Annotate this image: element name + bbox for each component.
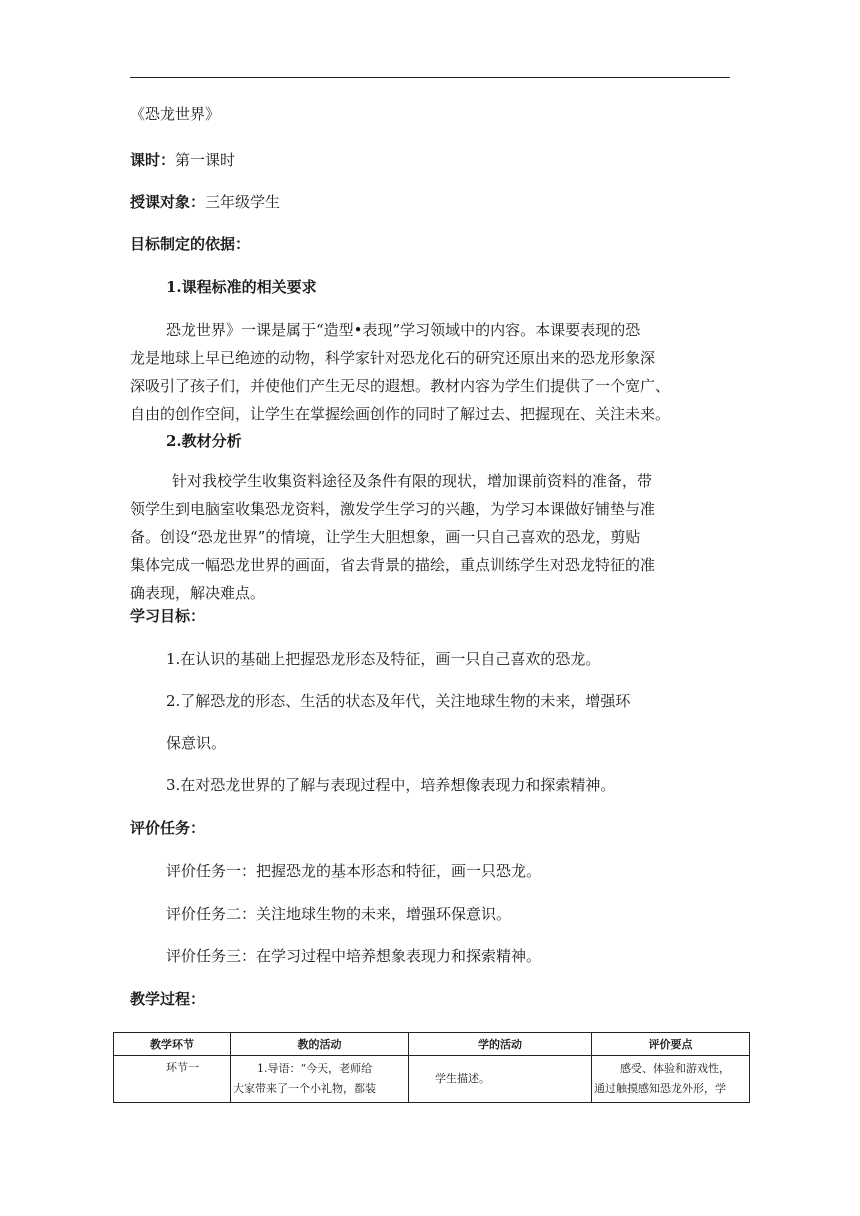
task-2: 评价任务二：关注地球生物的未来，增强环保意识。 <box>166 905 512 923</box>
table-header-row <box>114 1033 750 1056</box>
teach-line: 1.导语：“今天，老师给 <box>257 1062 373 1075</box>
goals-heading: 学习目标： <box>130 607 206 625</box>
paragraph-line: 集体完成一幅恐龙世界的画面，省去背景的描绘，重点训练学生对恐龙特征的准 <box>130 556 656 574</box>
tasks-heading: 评价任务： <box>130 819 206 837</box>
doc-title: 《恐龙世界》 <box>130 105 221 123</box>
basis-sub2-paragraph <box>130 467 730 607</box>
goal-1: 1.在认识的基础上把握恐龙形态及特征，画一只自己喜欢的恐龙。 <box>166 650 601 668</box>
audience-line <box>130 192 280 212</box>
period-value: 第一课时 <box>175 151 236 169</box>
teach-cell <box>231 1056 409 1103</box>
paragraph-line: 深吸引了孩子们，并使他们产生无尽的遐想。教材内容为学生们提供了一个宽广、 <box>130 377 671 395</box>
goal-2-continued: 保意识。 <box>166 734 227 752</box>
column-header: 教学环节 <box>114 1033 231 1056</box>
column-header: 学的活动 <box>409 1033 592 1056</box>
task-1: 评价任务一：把握恐龙的基本形态和特征，画一只恐龙。 <box>166 862 542 880</box>
paragraph-line: 恐龙世界》一课是属于“造型•表现”学习领域中的内容。本课要表现的恐 <box>166 321 641 339</box>
eval-line: 通过触摸感知恐龙外形，学 <box>594 1082 726 1095</box>
table-row <box>114 1056 750 1103</box>
eval-line: 感受、体验和游戏性， <box>620 1062 730 1075</box>
teach-line: 大家带来了一个小礼物，都装 <box>233 1082 376 1095</box>
basis-heading: 目标制定的依据： <box>130 235 251 253</box>
task-3: 评价任务三：在学习过程中培养想象表现力和探索精神。 <box>166 947 542 965</box>
process-heading: 教学过程： <box>130 990 206 1008</box>
stage-cell: 环节一 <box>114 1056 231 1103</box>
goal-3: 3.在对恐龙世界的了解与表现过程中，培养想像表现力和探索精神。 <box>166 776 616 794</box>
eval-cell <box>592 1056 750 1103</box>
basis-sub1-heading: 1.课程标准的相关要求 <box>166 278 317 296</box>
learn-cell: 学生描述。 <box>409 1056 592 1103</box>
basis-sub1-paragraph <box>130 316 730 428</box>
paragraph-line: 龙是地球上早已绝迹的动物，科学家针对恐龙化石的研究还原出来的恐龙形象深 <box>130 349 656 367</box>
header-rule <box>130 77 730 78</box>
column-header: 教的活动 <box>231 1033 409 1056</box>
audience-value: 三年级学生 <box>205 193 281 211</box>
column-header: 评价要点 <box>592 1033 750 1056</box>
paragraph-line: 确表现，解决难点。 <box>130 584 266 602</box>
goal-2: 2.了解恐龙的形态、生活的状态及年代，关注地球生物的未来，增强环 <box>166 692 631 710</box>
paragraph-line: 备。创设“恐龙世界”的情境，让学生大胆想象，画一只自己喜欢的恐龙，剪贴 <box>130 528 641 546</box>
paragraph-line: 针对我校学生收集资料途径及条件有限的现状，增加课前资料的准备，带 <box>172 472 653 490</box>
basis-sub2-heading: 2.教材分析 <box>166 432 242 450</box>
period-line <box>130 150 235 170</box>
audience-label: 授课对象： <box>130 193 206 211</box>
paragraph-line: 领学生到电脑室收集恐龙资料，激发学生学习的兴趣，为学习本课做好铺垫与准 <box>130 500 656 518</box>
period-label: 课时： <box>130 151 176 169</box>
paragraph-line: 自由的创作空间，让学生在掌握绘画创作的同时了解过去、把握现在、关注未来。 <box>130 405 671 423</box>
process-table <box>113 1032 750 1103</box>
